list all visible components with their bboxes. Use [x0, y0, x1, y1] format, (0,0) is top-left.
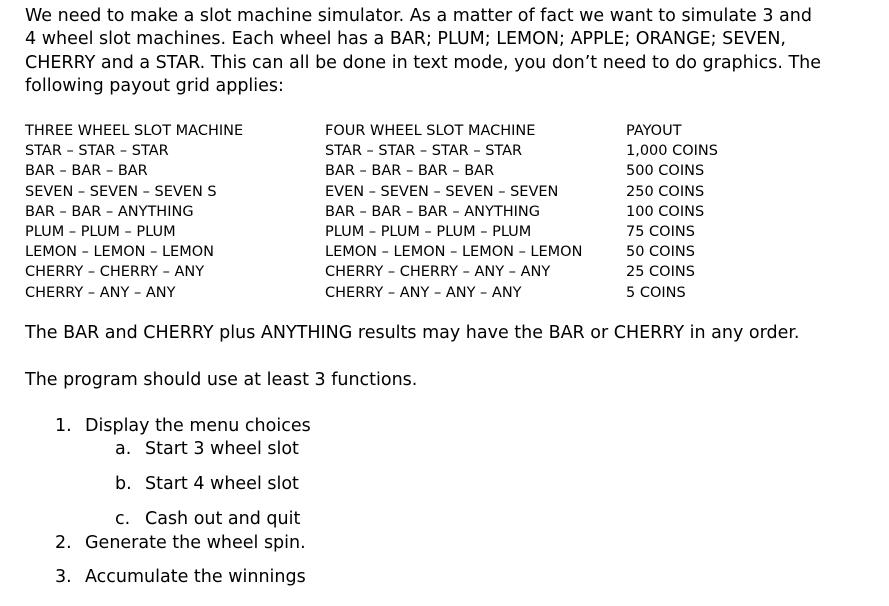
- sub-item-letter: a.: [115, 439, 132, 459]
- three-wheel-combo: SEVEN – SEVEN – SEVEN S: [25, 183, 217, 200]
- payout-amount: 25 COINS: [626, 264, 695, 281]
- four-wheel-combo: EVEN – SEVEN – SEVEN – SEVEN: [325, 183, 559, 200]
- four-wheel-header: FOUR WHEEL SLOT MACHINE: [325, 123, 536, 139]
- payout-amount: 50 COINS: [626, 244, 695, 261]
- payout-amount: 5 COINS: [626, 284, 686, 301]
- three-wheel-combo: LEMON – LEMON – LEMON: [25, 244, 214, 261]
- payout-column: [626, 121, 718, 303]
- sub-item-letter: c.: [115, 509, 131, 529]
- intro-paragraph: We need to make a slot machine simulator. As a matter of fact we want to simulate 3 and 4 wheel slot machines. Each wheel has a BAR; PLUM; LEMON; APPLE; ORANGE; SEVEN, CHERRY and a STAR. This can all be done in text mode, you don’t need to do graphics. The following payout grid applies:: [25, 6, 822, 97]
- payout-header: PAYOUT: [626, 123, 682, 139]
- sub-item-text: Start 3 wheel slot: [145, 439, 299, 459]
- list-item-number: 1.: [55, 416, 72, 436]
- four-wheel-combo: STAR – STAR – STAR – STAR: [325, 143, 523, 160]
- list-item-text: Generate the wheel spin.: [85, 533, 306, 553]
- three-wheel-column: [25, 121, 243, 303]
- four-wheel-combo: LEMON – LEMON – LEMON – LEMON: [325, 244, 583, 261]
- payout-amount: 500 COINS: [626, 163, 705, 180]
- three-wheel-combo: BAR – BAR – BAR: [25, 163, 148, 180]
- order-note: The BAR and CHERRY plus ANYTHING results may have the BAR or CHERRY in any order.: [25, 323, 800, 343]
- four-wheel-combo: BAR – BAR – BAR – BAR: [325, 163, 495, 180]
- three-wheel-combo: PLUM – PLUM – PLUM: [25, 223, 176, 240]
- sub-item-text: Start 4 wheel slot: [145, 474, 299, 494]
- payout-amount: 100 COINS: [626, 203, 705, 220]
- list-item-text: Accumulate the winnings: [85, 567, 306, 587]
- list-item-number: 3.: [55, 567, 72, 587]
- three-wheel-combo: STAR – STAR – STAR: [25, 143, 169, 160]
- list-item-number: 2.: [55, 533, 72, 553]
- four-wheel-combo: PLUM – PLUM – PLUM – PLUM: [325, 223, 532, 240]
- payout-amount: 75 COINS: [626, 223, 695, 240]
- three-wheel-combo: CHERRY – ANY – ANY: [25, 284, 176, 301]
- payout-amount: 1,000 COINS: [626, 143, 718, 160]
- three-wheel-combo: CHERRY – CHERRY – ANY: [25, 264, 205, 281]
- list-item-text: Display the menu choices: [85, 416, 311, 436]
- four-wheel-combo: BAR – BAR – BAR – ANYTHING: [325, 203, 540, 220]
- three-wheel-header: THREE WHEEL SLOT MACHINE: [25, 123, 244, 139]
- sub-item-text: Cash out and quit: [145, 509, 301, 529]
- three-wheel-combo: BAR – BAR – ANYTHING: [25, 203, 194, 220]
- four-wheel-combo: CHERRY – CHERRY – ANY – ANY: [325, 264, 551, 281]
- four-wheel-combo: CHERRY – ANY – ANY – ANY: [325, 284, 522, 301]
- four-wheel-column: [325, 121, 582, 303]
- sub-item-letter: b.: [115, 474, 132, 494]
- payout-amount: 250 COINS: [626, 183, 705, 200]
- functions-requirement: The program should use at least 3 functions.: [25, 370, 418, 390]
